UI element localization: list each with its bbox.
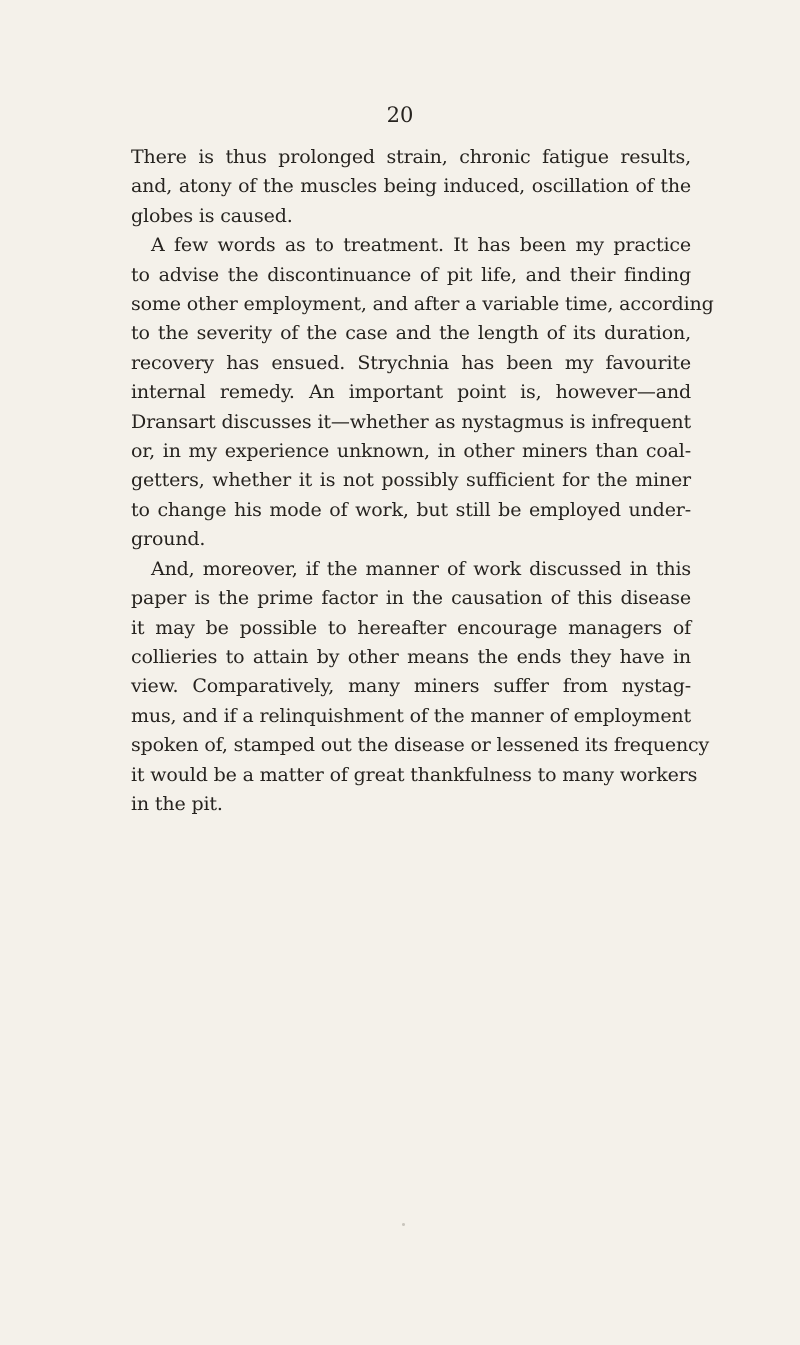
paragraph-3-line-8: it would be a matter of great thankfulness to many workers xyxy=(131,763,698,786)
paragraph-1-line-2: and, atony of the muscles being induced, oscillation of the xyxy=(131,175,691,198)
paragraph-2-line-7: Dransart discusses it—whether as nystagmus is infrequent xyxy=(131,410,691,433)
paragraph-3-line-9: in the pit. xyxy=(131,792,223,815)
paragraph-3-line-1: And, moreover, if the manner of work discussed in this xyxy=(151,557,691,580)
paragraph-3-line-4: collieries to attain by other means the ends they have in xyxy=(131,645,691,668)
paragraph-3-line-7: spoken of, stamped out the disease or lessened its frequency xyxy=(131,734,710,757)
paragraph-2-line-9: getters, whether it is not possibly sufficient for the miner xyxy=(131,469,691,492)
paragraph-2-line-4: to the severity of the case and the length of its duration, xyxy=(131,322,691,345)
body-text xyxy=(131,143,714,819)
paragraph-2-line-1: A few words as to treatment. It has been my practice xyxy=(151,234,691,257)
paragraph-2-line-2: to advise the discontinuance of pit life, and their finding xyxy=(131,263,691,286)
paper-speck xyxy=(402,1223,405,1226)
paragraph-2-line-5: recovery has ensued. Strychnia has been my favourite xyxy=(131,351,691,374)
paragraph-3-line-5: view. Comparatively, many miners suffer from nystag- xyxy=(131,675,691,698)
paragraph-3-line-6: mus, and if a relinquishment of the manner of employment xyxy=(131,704,691,727)
paragraph-1-line-1: There is thus prolonged strain, chronic fatigue results, xyxy=(131,146,691,168)
page-number: 20 xyxy=(386,103,414,127)
paragraph-1-line-3: globes is caused. xyxy=(131,204,293,227)
paragraph-3-line-2: paper is the prime factor in the causation of this disease xyxy=(131,587,691,610)
paragraph-3-line-3: it may be possible to hereafter encourage managers of xyxy=(131,616,691,639)
paragraph-2-line-3: some other employment, and after a variable time, according xyxy=(131,293,714,316)
paragraph-2-line-11: ground. xyxy=(131,528,206,551)
paragraph-2-line-10: to change his mode of work, but still be employed under- xyxy=(131,498,691,521)
paragraph-2-line-6: internal remedy. An important point is, however—and xyxy=(131,381,691,404)
paragraph-2-line-8: or, in my experience unknown, in other miners than coal- xyxy=(131,440,691,463)
